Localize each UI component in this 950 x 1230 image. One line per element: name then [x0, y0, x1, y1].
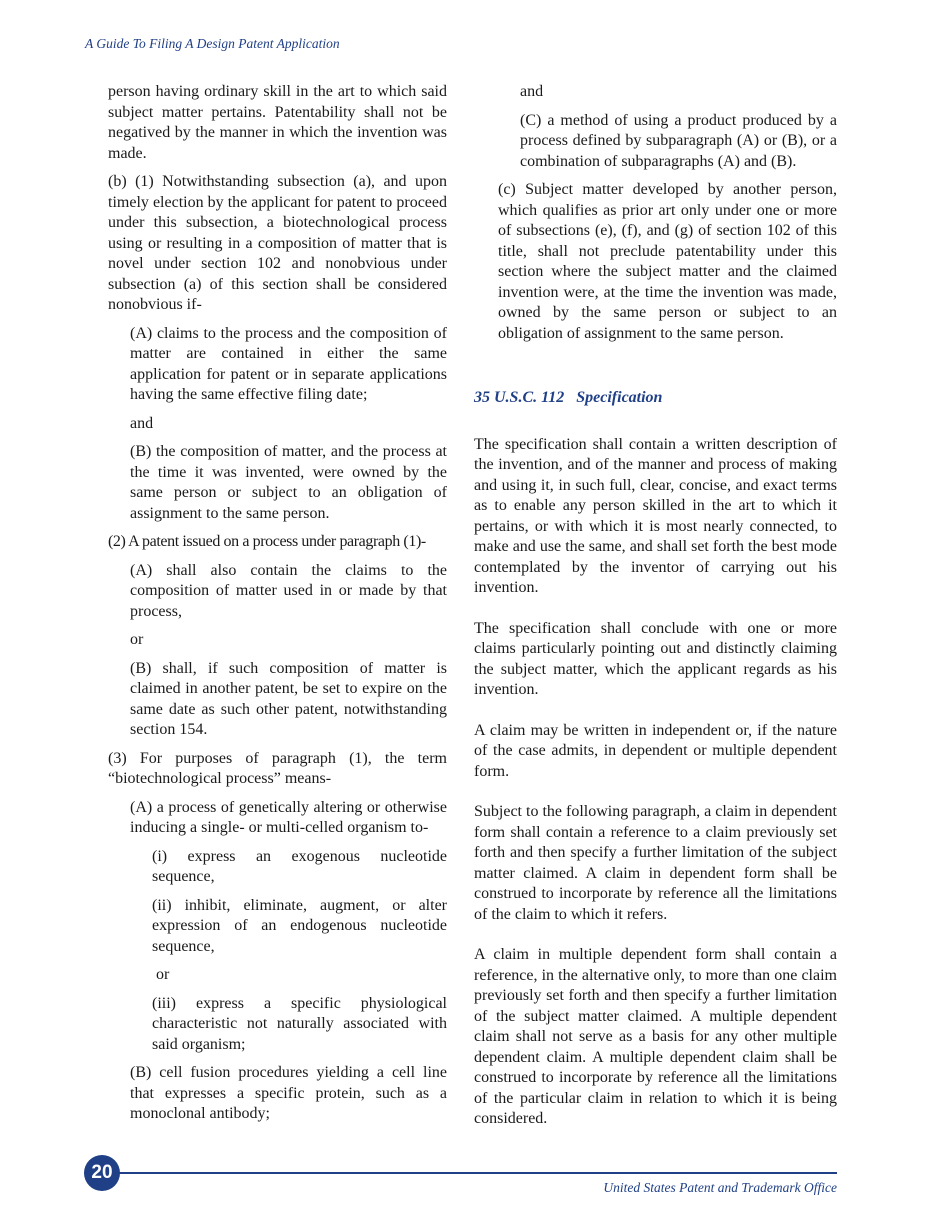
paragraph: and: [520, 83, 544, 100]
paragraph: (A) claims to the process and the composition of matter are contained in either the same application for patent or in separate applications having the same effective filing date;: [130, 324, 447, 403]
paragraph: or: [130, 631, 144, 648]
paragraph: (B) the composition of matter, and the process at the time it was invented, were owned by the same person or subject to an obligation of assignment to the same person.: [130, 443, 447, 522]
paragraph: A claim in multiple dependent form shall contain a reference, in the alternative only, to more than one claim previously set forth and then specify a further limitation of the subject matter claimed. A multiple dependent claim shall not serve as a basis for any other multiple dependent claim. A multiple dependent claim shall be construed to incorporate by reference all the limitations of the particular claim in relation to which it is being considered.: [474, 946, 837, 1127]
paragraph: (c) Subject matter developed by another person, which qualifies as prior art only under one or more of subsections (e), (f), and (g) of section 102 of this title, shall not preclude patentability under this section where the subject matter and the claimed invention were, at the time the invention was made, owned by the same person or subject to an obligation of assignment to the same person.: [498, 181, 837, 342]
right-column: [474, 82, 837, 1150]
paragraph: A claim may be written in independent or, if the nature of the case admits, in dependent or multiple dependent form.: [474, 721, 837, 780]
left-column: [108, 82, 447, 1133]
paragraph: The specification shall contain a written description of the invention, and of the manner and process of making and using it, in such full, clear, concise, and exact terms as to enable any person skilled in the art to which it pertains, or with which it is most nearly connected, to make and use the same, and shall set forth the best mode contemplated by the inventor of carrying out his invention.: [474, 435, 837, 596]
paragraph: (i) express an exogenous nucleotide sequence,: [152, 847, 447, 885]
paragraph: (A) shall also contain the claims to the composition of matter used in or made by that process,: [130, 561, 447, 620]
paragraph: (ii) inhibit, eliminate, augment, or alter expression of an endogenous nucleotide sequence,: [152, 896, 447, 955]
section-body: [474, 435, 837, 1130]
running-header: A Guide To Filing A Design Patent Application: [85, 36, 340, 51]
paragraph: or: [152, 966, 170, 983]
paragraph: person having ordinary skill in the art to which said subject matter pertains. Patentability shall not be negatived by the manner in which the invention was made.: [108, 83, 447, 162]
footer-rule: [110, 1172, 837, 1174]
paragraph: (3) For purposes of paragraph (1), the term “biotechnological process” means-: [108, 749, 447, 787]
section-heading: 35 U.S.C. 112 Specification: [474, 389, 663, 406]
paragraph: (B) shall, if such composition of matter is claimed in another patent, be set to expire on the same date as such other patent, notwithstanding section 154.: [130, 659, 447, 738]
paragraph: (B) cell fusion procedures yielding a cell line that expresses a specific protein, such as a monoclonal antibody;: [130, 1064, 447, 1122]
paragraph: and: [130, 414, 154, 432]
page-number-badge: 20: [84, 1155, 120, 1191]
paragraph: (C) a method of using a product produced by a process defined by subparagraph (A) or (B), or a combination of subparagraphs (A) and (B).: [520, 111, 837, 170]
paragraph: (2) A patent issued on a process under paragraph (1)-: [108, 533, 426, 550]
paragraph: Subject to the following paragraph, a claim in dependent form shall contain a reference to a claim previously set forth and then specify a further limitation of the subject matter claimed. A claim in dependent form shall be construed to incorporate by reference all the limitations of the claim to which it refers.: [474, 803, 837, 923]
paragraph: (A) a process of genetically altering or otherwise inducing a single- or multi-celled organism to-: [130, 798, 447, 836]
paragraph: (iii) express a specific physiological characteristic not naturally associated with said organism;: [152, 994, 447, 1053]
footer-org: United States Patent and Trademark Office: [603, 1180, 837, 1195]
paragraph: The specification shall conclude with one or more claims particularly pointing out and distinctly claiming the subject matter, which the applicant regards as his invention.: [474, 619, 837, 698]
paragraph: (b) (1) Notwithstanding subsection (a), and upon timely election by the applicant for patent to proceed under this subsection, a biotechnological process using or resulting in a composition of matter that is novel under section 102 and nonobvious under subsection (a) of this section shall be considered nonobvious if-: [108, 173, 447, 313]
